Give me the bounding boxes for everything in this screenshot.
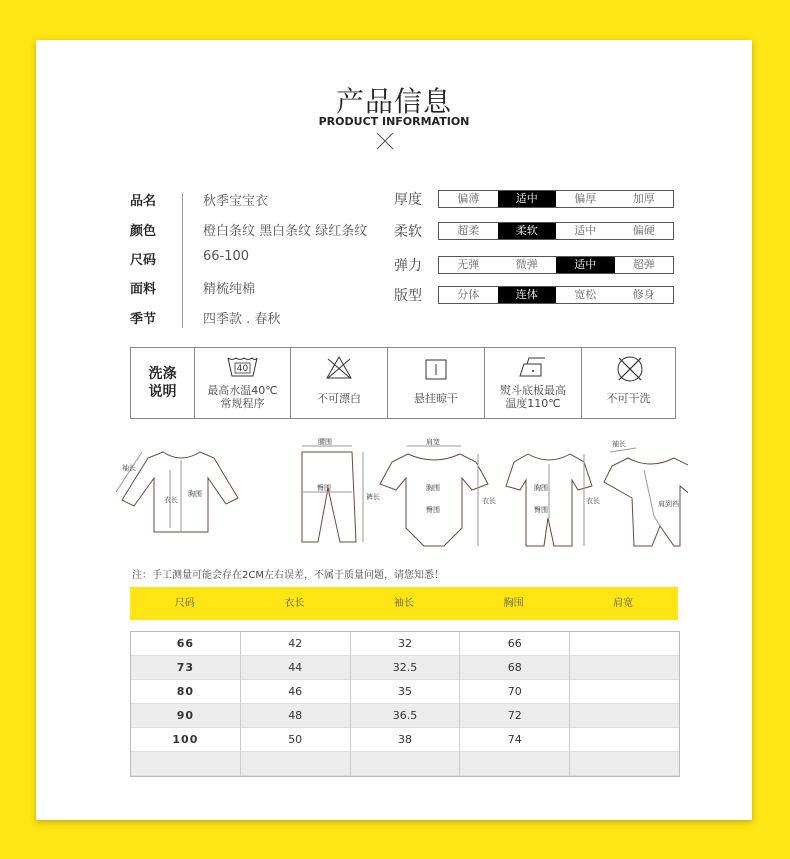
size-table-header-cell: 肩宽 (613, 598, 634, 609)
wash-text: 温度110℃ (505, 397, 561, 410)
diagram-label: 胸围 (188, 490, 202, 498)
info-label: 品名 (130, 194, 157, 209)
table-cell (570, 680, 679, 704)
property-option: 分体 (457, 288, 480, 301)
washing-title-line: 说明 (148, 384, 177, 400)
property-option: 加厚 (632, 192, 655, 205)
table-cell: 68 (460, 656, 570, 680)
no-bleach-icon (291, 354, 387, 382)
property-label: 柔软 (394, 224, 422, 240)
long-romper-diagram (604, 448, 688, 546)
property-label: 弹力 (394, 258, 422, 274)
diagram-label: 臀围 (426, 506, 440, 514)
diagram-label: 臀围 (534, 506, 548, 514)
table-cell: 46 (241, 680, 351, 704)
diagram-label: 袖长 (122, 464, 136, 472)
size-table-header-cell: 胸围 (503, 598, 524, 609)
property-option: 偏硬 (632, 224, 655, 237)
diagram-label: 袖长 (612, 440, 626, 448)
table-cell: 48 (241, 704, 351, 728)
size-table-header (130, 587, 678, 620)
table-cell: 32.5 (351, 656, 461, 680)
diagram-label: 臀围 (317, 484, 331, 492)
wash-40-icon (195, 354, 290, 382)
table-cell: 35 (351, 680, 461, 704)
table-cell: 90 (131, 704, 241, 728)
measurement-note: 注：手工测量可能会存在2CM左右误差，不属于质量问题，请您知悉！ (132, 570, 444, 581)
table-cell (131, 752, 241, 776)
washing-instructions (130, 347, 676, 419)
property-option: 适中 (498, 191, 557, 207)
table-cell: 32 (351, 632, 461, 656)
table-cell: 100 (131, 728, 241, 752)
size-table-header-cell: 袖长 (393, 598, 414, 609)
property-option: 无弹 (457, 258, 480, 271)
wash-item (291, 348, 388, 418)
wash-text: 悬挂晾干 (414, 392, 458, 405)
table-cell (570, 728, 679, 752)
property-option: 修身 (632, 288, 655, 301)
table-cell: 66 (131, 632, 241, 656)
wash-text: 不可漂白 (317, 392, 361, 405)
table-row (131, 656, 679, 680)
info-value: 精梳纯棉 (203, 282, 256, 297)
table-cell: 66 (460, 632, 570, 656)
diagram-label: 胸围 (426, 484, 440, 492)
cross-decoration-icon (376, 132, 394, 150)
romper-diagram (506, 454, 592, 546)
product-info-card (36, 40, 752, 820)
wash-text: 熨斗底板最高 (500, 384, 566, 397)
table-cell: 50 (241, 728, 351, 752)
table-cell: 36.5 (351, 704, 461, 728)
page-subtitle: PRODUCT INFORMATION (318, 115, 470, 128)
table-cell: 42 (241, 632, 351, 656)
diagram-label: 裤长 (366, 493, 380, 501)
property-option: 超弹 (632, 258, 655, 271)
diagram-label: 胸围 (534, 484, 548, 492)
pants-diagram (302, 446, 363, 542)
property-option: 偏薄 (457, 192, 480, 205)
table-cell: 72 (460, 704, 570, 728)
wash-text: 常规程序 (220, 397, 265, 410)
property-option: 超柔 (457, 224, 480, 237)
diagram-label: 衣长 (164, 496, 178, 504)
wash-item (388, 348, 485, 418)
table-cell: 73 (131, 656, 241, 680)
property-option: 连体 (498, 287, 557, 303)
page-title: 产品信息 (335, 85, 452, 118)
info-value: 秋季宝宝衣 (203, 194, 269, 209)
diagram-label: 肩到裆 (658, 500, 679, 508)
table-cell (460, 752, 570, 776)
property-scale (438, 190, 674, 208)
table-row (131, 728, 679, 752)
table-cell (570, 632, 679, 656)
diagram-label: 衣长 (482, 497, 496, 505)
hang-dry-icon (388, 354, 484, 382)
property-option: 适中 (556, 257, 615, 273)
wash-temp-text: 40 (236, 364, 249, 374)
property-option: 柔软 (498, 223, 557, 239)
table-cell: 74 (460, 728, 570, 752)
property-scale (438, 286, 674, 304)
property-scale (438, 222, 674, 240)
property-option: 微弹 (515, 258, 538, 271)
wash-item (582, 348, 675, 418)
table-cell (241, 752, 351, 776)
size-table (130, 631, 680, 777)
info-value: 66-100 (203, 249, 250, 264)
bodysuit-diagram (380, 446, 488, 546)
table-cell: 38 (351, 728, 461, 752)
info-label: 尺码 (130, 253, 157, 268)
info-label: 颜色 (130, 224, 157, 239)
table-row (131, 704, 679, 728)
table-row (131, 632, 679, 656)
wash-text: 最高水温40℃ (207, 384, 278, 397)
property-option: 偏厚 (574, 192, 597, 205)
info-value: 橙白条纹 黑白条纹 绿红条纹 (203, 224, 368, 239)
table-cell (351, 752, 461, 776)
diagram-label: 肩宽 (426, 438, 440, 446)
washing-title (131, 348, 195, 418)
garment-size-diagrams (108, 430, 688, 550)
table-cell (570, 752, 679, 776)
table-cell: 70 (460, 680, 570, 704)
size-table-header-cell: 尺码 (174, 598, 195, 609)
property-label: 厚度 (394, 192, 422, 208)
table-cell (570, 656, 679, 680)
info-value: 四季款 . 春秋 (203, 312, 281, 327)
table-row (131, 680, 679, 704)
property-label: 版型 (394, 288, 422, 304)
diagram-label: 腰围 (318, 438, 332, 446)
info-label: 面料 (130, 282, 157, 297)
property-scale (438, 256, 674, 274)
table-cell (570, 704, 679, 728)
info-divider (182, 193, 183, 328)
wash-item (195, 348, 291, 418)
wash-item (485, 348, 582, 418)
no-tumble-dry-icon (582, 354, 679, 384)
iron-icon (485, 354, 581, 382)
property-option: 适中 (574, 224, 597, 237)
size-table-header-cell: 衣长 (284, 598, 305, 609)
wash-text: 不可干洗 (606, 392, 651, 405)
table-cell: 80 (131, 680, 241, 704)
diagram-label: 衣长 (586, 497, 600, 505)
table-row (131, 752, 679, 776)
info-label: 季节 (130, 312, 157, 327)
property-option: 宽松 (574, 288, 597, 301)
table-cell: 44 (241, 656, 351, 680)
washing-title-line: 洗涤 (148, 366, 177, 382)
